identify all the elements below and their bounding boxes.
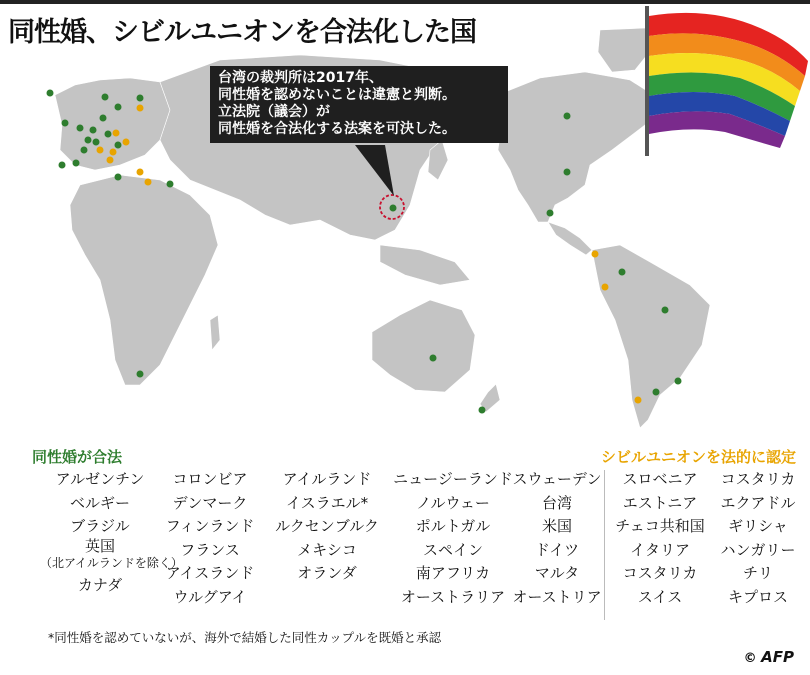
landmass-central-america bbox=[548, 222, 592, 255]
marker-italy bbox=[107, 157, 114, 164]
landmass-madagascar bbox=[210, 315, 220, 350]
marriage-column-5 bbox=[510, 468, 604, 609]
country-name: スウェーデン bbox=[512, 470, 602, 488]
marriage-column-2 bbox=[155, 468, 265, 609]
marker-portugal bbox=[73, 160, 80, 167]
legend-divider bbox=[604, 470, 605, 620]
country-note: （北アイルランドを除く） bbox=[40, 555, 183, 570]
marriage-column-4 bbox=[392, 468, 514, 609]
marker-malta bbox=[115, 174, 122, 181]
country-name: オーストリア bbox=[512, 587, 602, 606]
marker-germany bbox=[105, 131, 112, 138]
country-name: イタリア bbox=[629, 540, 690, 559]
country-name: イスラエル* bbox=[285, 493, 369, 512]
marker-south-africa bbox=[137, 371, 144, 378]
marker-costa-rica bbox=[592, 251, 599, 258]
marker-mexico bbox=[547, 210, 554, 217]
country-name: ギリシャ bbox=[728, 517, 788, 535]
landmass-australia bbox=[372, 300, 475, 392]
taiwan-callout bbox=[210, 66, 508, 143]
country-name: スイス bbox=[637, 587, 683, 606]
marker-greece bbox=[137, 169, 144, 176]
country-name: ベルギー bbox=[69, 493, 130, 512]
callout-line: 立法院（議会）が bbox=[218, 104, 330, 120]
marker-hungary bbox=[123, 139, 130, 146]
marker-switzerland bbox=[97, 147, 104, 154]
landmass-africa bbox=[70, 175, 218, 385]
marker-czech bbox=[113, 130, 120, 137]
marker-colombia bbox=[619, 269, 626, 276]
country-name: カナダ bbox=[77, 575, 123, 594]
marker-uk bbox=[77, 125, 84, 132]
country-name: オーストラリア bbox=[400, 587, 506, 606]
landmass-south-america bbox=[592, 245, 710, 428]
marriage-column-1 bbox=[40, 468, 183, 597]
country-name: エクアドル bbox=[720, 493, 796, 512]
marker-netherlands bbox=[90, 127, 97, 134]
marker-norway bbox=[102, 94, 109, 101]
marker-canada bbox=[564, 113, 571, 120]
marker-israel bbox=[167, 181, 174, 188]
credit bbox=[744, 648, 794, 666]
marker-cyprus bbox=[145, 179, 152, 186]
marker-australia bbox=[430, 355, 437, 362]
marker-usa bbox=[564, 169, 571, 176]
country-name: アイスランド bbox=[165, 564, 255, 582]
country-name: ノルウェー bbox=[416, 493, 490, 512]
marker-finland bbox=[137, 95, 144, 102]
footnote: *同性婚を認めていないが、海外で結婚した同性カップルを既婚と承認 bbox=[48, 630, 442, 645]
rainbow-flag-image bbox=[640, 6, 810, 156]
marker-brazil bbox=[662, 307, 669, 314]
marker-ireland bbox=[62, 120, 69, 127]
country-name: 英国 bbox=[84, 536, 115, 555]
country-name: ポルトガル bbox=[415, 517, 491, 535]
country-name: アイルランド bbox=[282, 470, 372, 488]
marker-ecuador bbox=[602, 284, 609, 291]
marker-argentina bbox=[653, 389, 660, 396]
marker-slovenia bbox=[110, 149, 117, 156]
landmass-north-america bbox=[498, 72, 655, 222]
country-name: ウルグアイ bbox=[173, 587, 247, 606]
country-name: 米国 bbox=[541, 517, 572, 535]
marker-iceland bbox=[47, 90, 54, 97]
civil-union-column-2 bbox=[712, 468, 804, 609]
page-title: 同性婚、シビルユニオンを合法化した国 bbox=[8, 17, 476, 48]
country-name: チリ bbox=[742, 564, 773, 582]
marker-estonia bbox=[137, 105, 144, 112]
marker-luxembourg bbox=[93, 139, 100, 146]
country-name: コスタリカ bbox=[720, 470, 796, 488]
marker-spain bbox=[59, 162, 66, 169]
marker-sweden bbox=[115, 104, 122, 111]
country-name: マルタ bbox=[534, 564, 580, 582]
marker-new-zealand bbox=[479, 407, 486, 414]
marker-belgium bbox=[85, 137, 92, 144]
country-name: フランス bbox=[180, 540, 240, 559]
civil-union-column-1 bbox=[610, 468, 710, 609]
country-name: チェコ共和国 bbox=[615, 517, 705, 535]
country-name: 南アフリカ bbox=[415, 564, 491, 582]
flag-pole bbox=[645, 6, 649, 156]
country-name: デンマーク bbox=[172, 493, 248, 512]
callout-line: 台湾の裁判所は2017年、 bbox=[218, 70, 383, 86]
afp-logo: AFP bbox=[761, 648, 794, 666]
country-name: ブラジル bbox=[70, 517, 130, 535]
country-name: ハンガリー bbox=[720, 540, 796, 559]
marriage-column-3 bbox=[268, 468, 386, 586]
country-name: アルゼンチン bbox=[55, 470, 145, 488]
legend-civil-union: シビルユニオンを法的に認定 bbox=[600, 448, 796, 466]
country-name: 台湾 bbox=[541, 493, 572, 512]
flag-stripes bbox=[649, 13, 808, 148]
country-name: ニュージーランド bbox=[393, 470, 513, 488]
country-name: スロベニア bbox=[622, 470, 698, 488]
marker-taiwan bbox=[390, 205, 397, 212]
copyright-symbol: © bbox=[743, 651, 757, 666]
marker-denmark bbox=[100, 115, 107, 122]
marker-chile bbox=[635, 397, 642, 404]
country-name: スペイン bbox=[422, 540, 483, 559]
country-name: フィンランド bbox=[165, 517, 255, 535]
country-name: コロンビア bbox=[172, 470, 248, 488]
legend-same-sex-marriage: 同性婚が合法 bbox=[32, 448, 123, 466]
country-name: キプロス bbox=[727, 587, 788, 606]
country-name: ドイツ bbox=[534, 540, 580, 559]
marker-uruguay bbox=[675, 378, 682, 385]
callout-line: 同性婚を合法化する法案を可決した。 bbox=[218, 121, 456, 137]
landmass-se-asia bbox=[380, 245, 470, 285]
marker-austria bbox=[115, 142, 122, 149]
country-name: エストニア bbox=[622, 493, 698, 512]
country-name: ルクセンブルク bbox=[275, 517, 379, 535]
callout-line: 同性婚を認めないことは違憲と判断。 bbox=[218, 87, 456, 103]
marker-france bbox=[81, 147, 88, 154]
country-name: メキシコ bbox=[297, 540, 357, 559]
country-name: オランダ bbox=[297, 564, 357, 582]
landmass-europe bbox=[55, 78, 170, 170]
country-name: コスタリカ bbox=[622, 564, 698, 582]
